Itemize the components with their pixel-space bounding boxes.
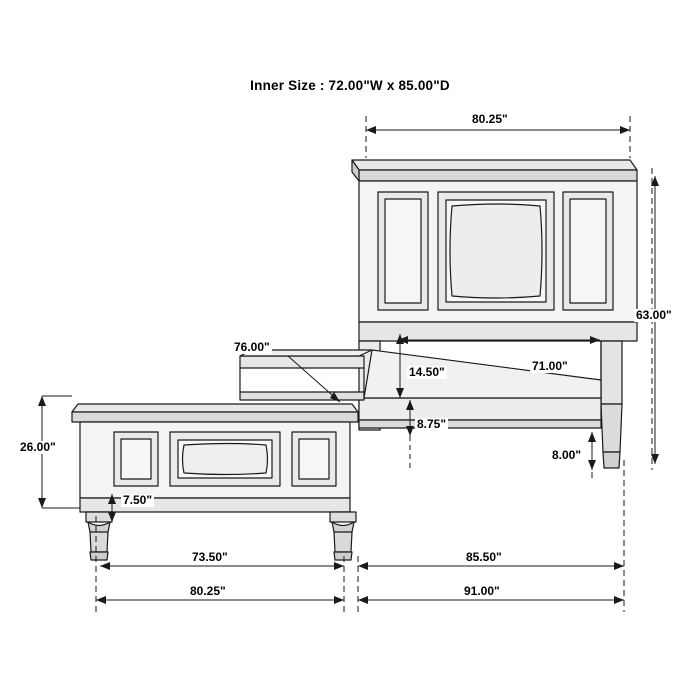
dim-label-headboard-panel-width: 71.00": [532, 359, 568, 373]
dim-label-headboard-height: 63.00": [636, 308, 672, 322]
dim-label-footboard-inner-width: 73.50": [192, 550, 228, 564]
dim-clearance-height: [588, 432, 596, 470]
dim-label-clearance-height: 8.00": [552, 448, 582, 462]
page-title: Inner Size : 72.00"W x 85.00"D: [250, 78, 450, 93]
dim-label-overall-length: 91.00": [464, 584, 500, 598]
dim-label-side-rail-inner-length: 85.50": [466, 550, 502, 564]
dim-label-rail-length: 76.00": [234, 340, 270, 354]
dim-headboard-width: [366, 126, 630, 134]
dim-label-headboard-width: 80.25": [472, 112, 508, 126]
dim-label-footboard-outer-width: 80.25": [190, 584, 226, 598]
dim-label-footboard-height: 26.00": [20, 440, 56, 454]
dim-label-leg-height: 7.50": [123, 493, 153, 507]
footboard-group: [72, 404, 358, 560]
dim-row-upper: [100, 562, 624, 570]
dim-label-rail-height: 8.75": [417, 417, 447, 431]
dim-row-lower: [96, 596, 624, 604]
dim-label-rail-to-headboard-height: 14.50": [409, 365, 445, 379]
